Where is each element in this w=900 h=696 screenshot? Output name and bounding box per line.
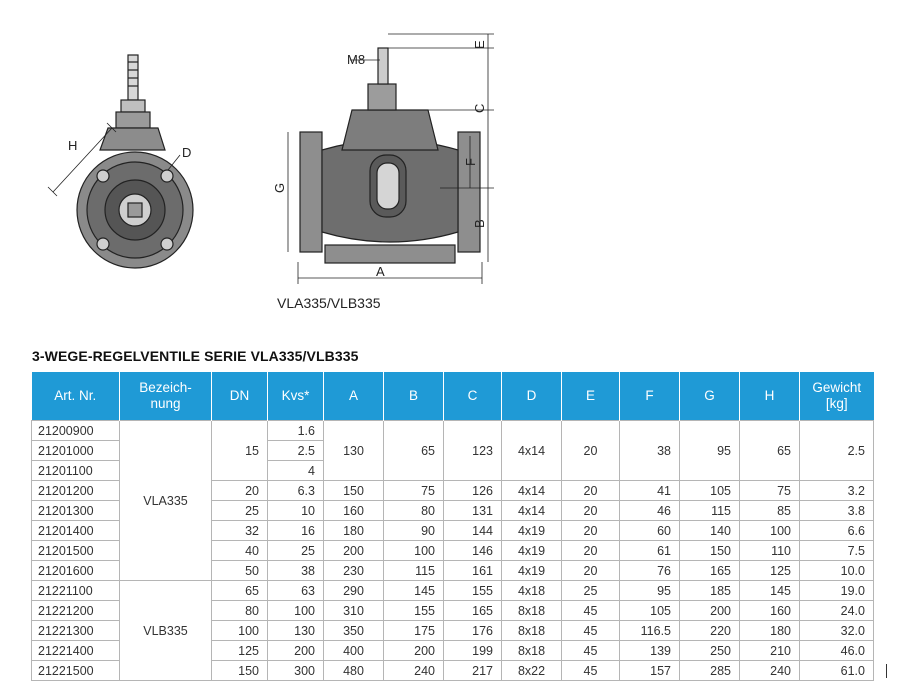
cell-art-nr: 21221300 — [32, 621, 120, 641]
cell-h: 160 — [740, 601, 800, 621]
cell-kvs: 130 — [268, 621, 324, 641]
cell-d: 4x18 — [502, 581, 562, 601]
cell-h: 85 — [740, 501, 800, 521]
cell-g: 250 — [680, 641, 740, 661]
cell-h: 180 — [740, 621, 800, 641]
cell-kvs: 200 — [268, 641, 324, 661]
cell-dn: 25 — [212, 501, 268, 521]
col-header-e: E — [562, 372, 620, 421]
col-header-dn: DN — [212, 372, 268, 421]
cell-a: 230 — [324, 561, 384, 581]
cell-art-nr: 21221100 — [32, 581, 120, 601]
cell-b: 200 — [384, 641, 444, 661]
cell-art-nr: 21201600 — [32, 561, 120, 581]
dim-label-m8: M8 — [347, 52, 366, 67]
cell-c: 144 — [444, 521, 502, 541]
cell-f: 76 — [620, 561, 680, 581]
cell-bezeichnung: VLA335 — [120, 421, 212, 581]
cell-a: 290 — [324, 581, 384, 601]
cell-gewicht: 61.0 — [800, 661, 874, 681]
cell-g: 220 — [680, 621, 740, 641]
cell-kvs: 10 — [268, 501, 324, 521]
cell-e: 20 — [562, 501, 620, 521]
cell-h: 75 — [740, 481, 800, 501]
cell-art-nr: 21200900 — [32, 421, 120, 441]
cell-g: 285 — [680, 661, 740, 681]
cell-a: 200 — [324, 541, 384, 561]
cell-h: 65 — [740, 421, 800, 481]
col-header-a: A — [324, 372, 384, 421]
cell-dn: 40 — [212, 541, 268, 561]
col-header-bezeichnung-line1: Bezeich- — [139, 380, 192, 395]
cell-art-nr: 21201000 — [32, 441, 120, 461]
cell-b: 175 — [384, 621, 444, 641]
cell-e: 45 — [562, 641, 620, 661]
cell-b: 100 — [384, 541, 444, 561]
cell-h: 100 — [740, 521, 800, 541]
cell-gewicht: 10.0 — [800, 561, 874, 581]
cell-art-nr: 21201500 — [32, 541, 120, 561]
cell-gewicht: 3.2 — [800, 481, 874, 501]
dim-label-b: B — [472, 219, 487, 228]
cell-bezeichnung: VLB335 — [120, 581, 212, 681]
cell-gewicht: 32.0 — [800, 621, 874, 641]
cell-f: 38 — [620, 421, 680, 481]
cell-gewicht: 3.8 — [800, 501, 874, 521]
cell-a: 180 — [324, 521, 384, 541]
cell-e: 45 — [562, 601, 620, 621]
cell-b: 90 — [384, 521, 444, 541]
cell-dn: 80 — [212, 601, 268, 621]
dim-label-g: G — [272, 182, 287, 193]
cell-dn: 20 — [212, 481, 268, 501]
cell-gewicht: 24.0 — [800, 601, 874, 621]
cell-b: 145 — [384, 581, 444, 601]
col-header-bezeichnung — [120, 372, 212, 421]
cell-b: 75 — [384, 481, 444, 501]
cell-kvs: 25 — [268, 541, 324, 561]
cell-dn: 50 — [212, 561, 268, 581]
cell-f: 116.5 — [620, 621, 680, 641]
dim-label-c: C — [472, 103, 487, 113]
table-row — [32, 581, 874, 601]
cell-f: 61 — [620, 541, 680, 561]
cell-c: 126 — [444, 481, 502, 501]
cell-f: 95 — [620, 581, 680, 601]
cell-g: 150 — [680, 541, 740, 561]
cell-e: 45 — [562, 661, 620, 681]
drawing-caption: VLA335/VLB335 — [277, 295, 381, 311]
cell-c: 131 — [444, 501, 502, 521]
cell-kvs: 4 — [268, 461, 324, 481]
cell-gewicht: 46.0 — [800, 641, 874, 661]
cell-c: 161 — [444, 561, 502, 581]
col-header-gewicht — [800, 372, 874, 421]
dim-label-e: E — [472, 40, 487, 49]
cell-a: 400 — [324, 641, 384, 661]
cell-a: 350 — [324, 621, 384, 641]
cell-d: 8x22 — [502, 661, 562, 681]
table-body — [32, 421, 874, 681]
cell-dn: 125 — [212, 641, 268, 661]
cell-g: 185 — [680, 581, 740, 601]
valve-spec-table — [31, 372, 874, 681]
cell-d: 8x18 — [502, 601, 562, 621]
cell-e: 45 — [562, 621, 620, 641]
col-header-b: B — [384, 372, 444, 421]
cell-d: 4x19 — [502, 541, 562, 561]
cell-kvs: 6.3 — [268, 481, 324, 501]
cell-d: 8x18 — [502, 621, 562, 641]
cell-d: 4x14 — [502, 501, 562, 521]
dim-label-f: F — [463, 158, 478, 166]
cell-b: 115 — [384, 561, 444, 581]
cell-art-nr: 21221200 — [32, 601, 120, 621]
col-header-d: D — [502, 372, 562, 421]
cell-kvs: 38 — [268, 561, 324, 581]
cell-h: 125 — [740, 561, 800, 581]
cell-h: 210 — [740, 641, 800, 661]
cell-f: 105 — [620, 601, 680, 621]
cell-e: 20 — [562, 541, 620, 561]
cell-b: 155 — [384, 601, 444, 621]
cell-kvs: 100 — [268, 601, 324, 621]
cell-d: 4x14 — [502, 421, 562, 481]
cell-a: 480 — [324, 661, 384, 681]
cell-c: 199 — [444, 641, 502, 661]
cell-art-nr: 21221400 — [32, 641, 120, 661]
cell-g: 105 — [680, 481, 740, 501]
cell-gewicht: 6.6 — [800, 521, 874, 541]
cell-art-nr: 21201200 — [32, 481, 120, 501]
cell-b: 240 — [384, 661, 444, 681]
cell-e: 20 — [562, 481, 620, 501]
cell-a: 150 — [324, 481, 384, 501]
cell-f: 46 — [620, 501, 680, 521]
cell-kvs: 1.6 — [268, 421, 324, 441]
cell-kvs: 16 — [268, 521, 324, 541]
cell-kvs: 300 — [268, 661, 324, 681]
dim-label-a: A — [376, 264, 385, 279]
cell-b: 65 — [384, 421, 444, 481]
col-header-h: H — [740, 372, 800, 421]
col-header-f: F — [620, 372, 680, 421]
cell-f: 157 — [620, 661, 680, 681]
col-header-art-nr: Art. Nr. — [32, 372, 120, 421]
cell-g: 115 — [680, 501, 740, 521]
dim-label-h: H — [68, 138, 78, 153]
cell-c: 176 — [444, 621, 502, 641]
cell-b: 80 — [384, 501, 444, 521]
col-header-g: G — [680, 372, 740, 421]
cell-c: 217 — [444, 661, 502, 681]
col-header-gewicht-line2: [kg] — [825, 396, 848, 411]
cell-e: 25 — [562, 581, 620, 601]
cell-kvs: 2.5 — [268, 441, 324, 461]
cell-dn: 32 — [212, 521, 268, 541]
cell-kvs: 63 — [268, 581, 324, 601]
cell-a: 310 — [324, 601, 384, 621]
cell-gewicht: 7.5 — [800, 541, 874, 561]
cell-a: 160 — [324, 501, 384, 521]
valve-technical-drawing — [0, 0, 900, 330]
table-header — [32, 372, 874, 421]
cell-c: 146 — [444, 541, 502, 561]
cell-art-nr: 21201100 — [32, 461, 120, 481]
cell-art-nr: 21201400 — [32, 521, 120, 541]
dim-label-d: D — [182, 145, 192, 160]
cell-a: 130 — [324, 421, 384, 481]
text-cursor — [886, 664, 887, 678]
cell-f: 60 — [620, 521, 680, 541]
cell-f: 139 — [620, 641, 680, 661]
cell-c: 155 — [444, 581, 502, 601]
cell-d: 4x14 — [502, 481, 562, 501]
cell-dn: 100 — [212, 621, 268, 641]
cell-f: 41 — [620, 481, 680, 501]
col-header-c: C — [444, 372, 502, 421]
cell-g: 140 — [680, 521, 740, 541]
cell-gewicht: 2.5 — [800, 421, 874, 481]
cell-gewicht: 19.0 — [800, 581, 874, 601]
cell-dn: 150 — [212, 661, 268, 681]
cell-e: 20 — [562, 521, 620, 541]
cell-d: 4x19 — [502, 521, 562, 541]
cell-dn: 15 — [212, 421, 268, 481]
col-header-kvs: Kvs* — [268, 372, 324, 421]
cell-h: 145 — [740, 581, 800, 601]
col-header-bezeichnung-line2: nung — [150, 396, 181, 411]
cell-e: 20 — [562, 421, 620, 481]
table-title: 3-WEGE-REGELVENTILE SERIE VLA335/VLB335 — [32, 348, 359, 364]
cell-h: 110 — [740, 541, 800, 561]
cell-h: 240 — [740, 661, 800, 681]
cell-c: 123 — [444, 421, 502, 481]
cell-g: 95 — [680, 421, 740, 481]
cell-e: 20 — [562, 561, 620, 581]
table-row — [32, 421, 874, 441]
cell-g: 165 — [680, 561, 740, 581]
cell-c: 165 — [444, 601, 502, 621]
col-header-gewicht-line1: Gewicht — [812, 380, 862, 395]
cell-d: 8x18 — [502, 641, 562, 661]
side-view-drawing — [48, 55, 193, 268]
cell-art-nr: 21201300 — [32, 501, 120, 521]
cell-dn: 65 — [212, 581, 268, 601]
cell-g: 200 — [680, 601, 740, 621]
cell-art-nr: 21221500 — [32, 661, 120, 681]
cell-d: 4x19 — [502, 561, 562, 581]
